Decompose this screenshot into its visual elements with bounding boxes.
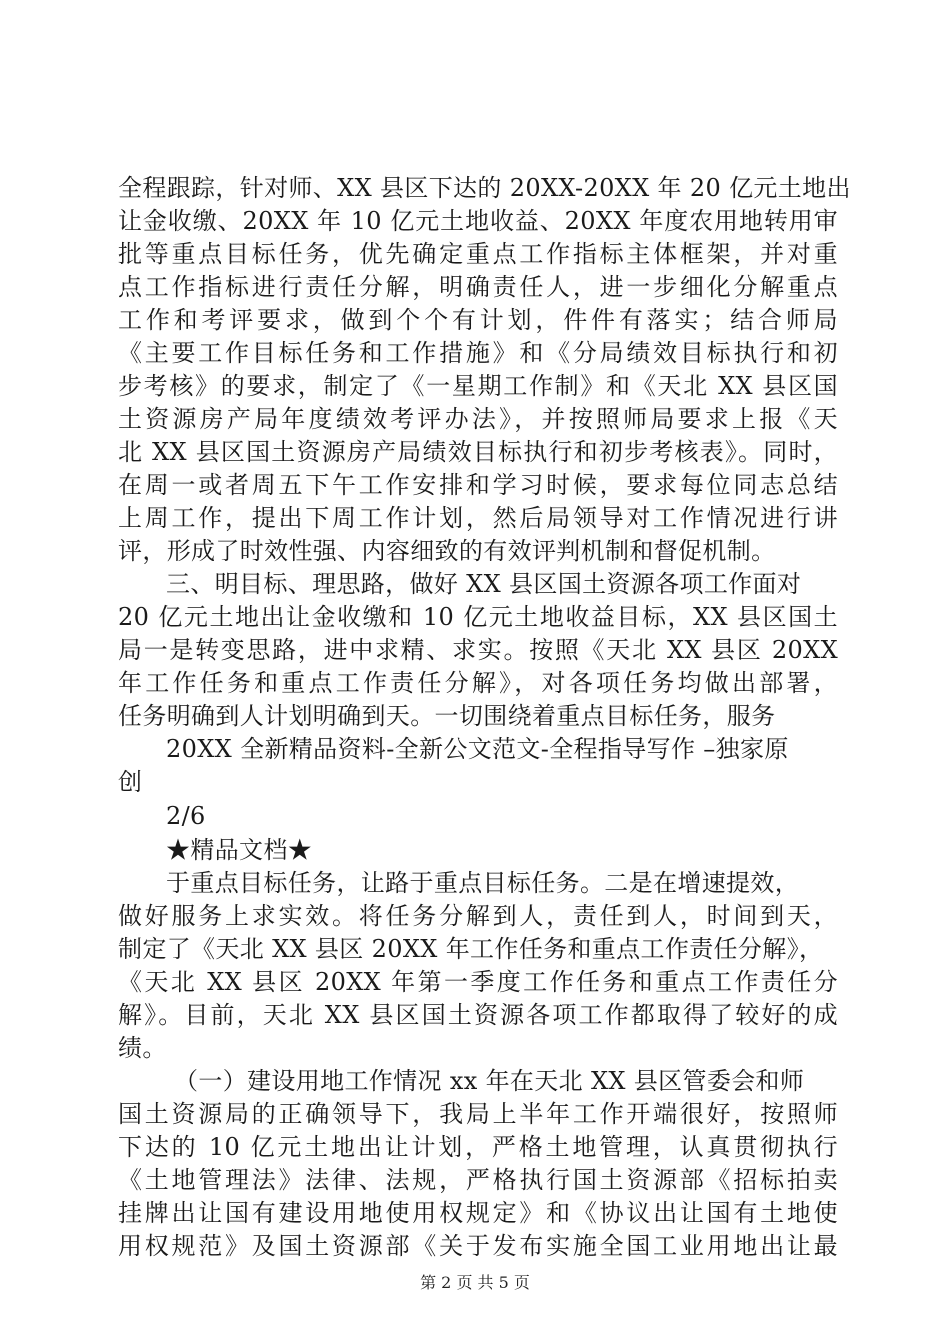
body-line: 解》。目前，天北 XX 县区国土资源各项工作都取得了较好的成 xyxy=(118,1001,838,1029)
section-heading-line: 三、明目标、理思路，做好 XX 县区国土资源各项工作面对 xyxy=(166,570,802,598)
body-line: 年工作任务和重点工作责任分解》，对各项任务均做出部署， xyxy=(118,669,838,697)
body-line: 北 XX 县区国土资源房产局绩效目标执行和初步考核表》。同时， xyxy=(118,438,838,466)
page-footer: 第 2 页 共 5 页 xyxy=(420,1273,530,1292)
body-line: 《主要工作目标任务和工作措施》和《分局绩效目标执行和初 xyxy=(118,339,838,367)
body-line: 任务明确到人计划明确到天。一切围绕着重点目标任务，服务 xyxy=(118,702,776,730)
body-line: 让金收缴、20XX 年 10 亿元土地收益、20XX 年度农用地转用审 xyxy=(118,207,838,235)
watermark-line: 20XX 全新精品资料-全新公文范文-全程指导写作 –独家原 xyxy=(166,735,789,763)
quality-badge: ★精品文档★ xyxy=(166,836,313,864)
body-line: 绩。 xyxy=(118,1034,167,1062)
body-line: 点工作指标进行责任分解，明确责任人，进一步细化分解重点 xyxy=(118,273,838,301)
body-line: 土资源房产局年度绩效考评办法》，并按照师局要求上报《天 xyxy=(118,405,838,433)
body-line: 下达的 10 亿元土地出让计划，严格土地管理，认真贯彻执行 xyxy=(118,1133,838,1161)
body-line: 评，形成了时效性强、内容细致的有效评判机制和督促机制。 xyxy=(118,537,776,565)
body-line: 挂牌出让国有建设用地使用权规定》和《协议出让国有土地使 xyxy=(118,1199,838,1227)
body-line: 用权规范》及国土资源部《关于发布实施全国工业用地出让最 xyxy=(118,1232,838,1260)
body-line: 制定了《天北 XX 县区 20XX 年工作任务和重点工作责任分解》， xyxy=(118,935,824,963)
body-line: 全程跟踪，针对师、XX 县区下达的 20XX-20XX 年 20 亿元土地出 xyxy=(118,174,851,202)
body-line: 局一是转变思路，进中求精、求实。按照《天北 XX 县区 20XX xyxy=(118,636,838,664)
body-line: 《天北 XX 县区 20XX 年第一季度工作任务和重点工作责任分 xyxy=(118,968,838,996)
body-line: 批等重点目标任务，优先确定重点工作指标主体框架，并对重 xyxy=(118,240,838,268)
body-line: 上周工作，提出下周工作计划，然后局领导对工作情况进行讲 xyxy=(118,504,838,532)
body-line: 做好服务上求实效。将任务分解到人，责任到人，时间到天， xyxy=(118,902,838,930)
body-line: 《土地管理法》法律、法规，严格执行国土资源部《招标拍卖 xyxy=(118,1166,838,1194)
body-line: 步考核》的要求，制定了《一星期工作制》和《天北 XX 县区国 xyxy=(118,372,838,400)
document-body xyxy=(118,172,851,1263)
body-line: 20 亿元土地出让金收缴和 10 亿元土地收益目标，XX 县区国土 xyxy=(118,603,838,631)
watermark-line: 创 xyxy=(118,768,143,796)
body-line: 国土资源局的正确领导下，我局上半年工作开端很好，按照师 xyxy=(118,1100,838,1128)
body-line: 在周一或者周五下午工作安排和学习时候，要求每位同志总结 xyxy=(118,471,838,499)
body-line: 工作和考评要求，做到个个有计划，件件有落实；结合师局 xyxy=(118,306,838,334)
page-fraction: 2/6 xyxy=(166,802,206,830)
body-line: 于重点目标任务，让路于重点目标任务。二是在增速提效， xyxy=(166,869,800,897)
subsection-heading-line: （一）建设用地工作情况 xx 年在天北 XX 县区管委会和师 xyxy=(174,1067,805,1095)
